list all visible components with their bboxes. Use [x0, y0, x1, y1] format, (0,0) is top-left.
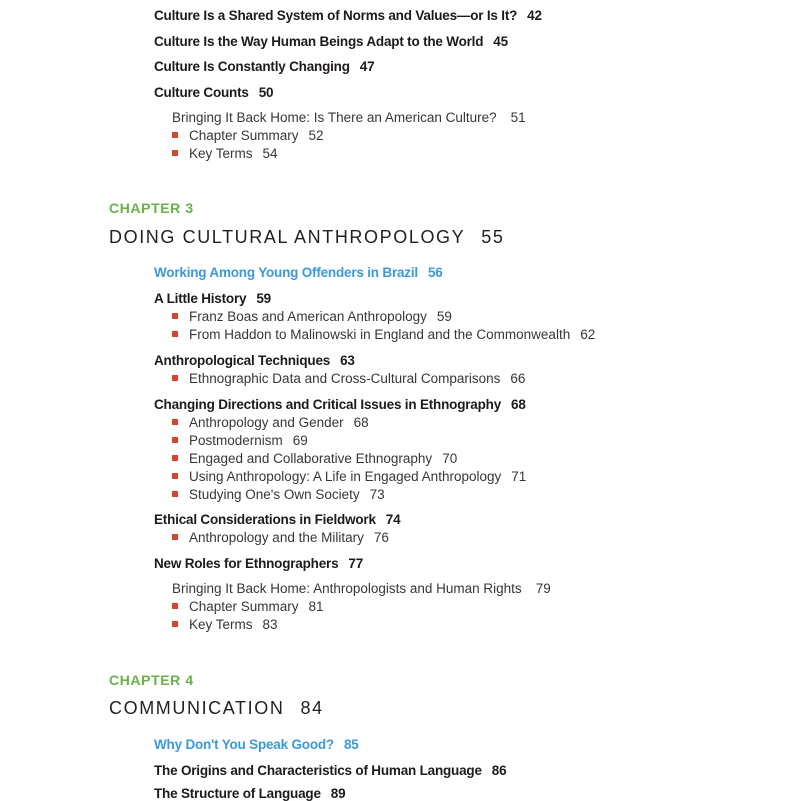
page-number: 47: [359, 59, 375, 74]
bullet-square-icon: [172, 419, 178, 425]
chapter-title[interactable]: [109, 227, 504, 248]
chapter-label: CHAPTER 4: [109, 672, 194, 688]
page-number: 42: [527, 8, 542, 23]
entry-title: Engaged and Collaborative Ethnography: [189, 451, 433, 466]
entry-title: Using Anthropology: A Life in Engaged Anthropology: [189, 469, 502, 484]
entry-title: From Haddon to Malinowski in England and the Commonwealth: [189, 327, 571, 342]
page-number: 76: [373, 530, 389, 545]
page-number: 81: [308, 599, 324, 614]
bullet-square-icon: [172, 534, 178, 540]
toc-section[interactable]: [154, 34, 508, 49]
toc-section[interactable]: [154, 8, 542, 23]
bullet-square-icon: [172, 375, 178, 381]
page-number: 68: [511, 397, 526, 412]
bullet-square-icon: [172, 603, 178, 609]
page-number: 66: [510, 371, 526, 386]
toc-section[interactable]: [154, 512, 400, 527]
bullet-square-icon: [172, 621, 178, 627]
page-number: 54: [262, 146, 278, 161]
chapter-opener[interactable]: [154, 265, 443, 280]
toc-section[interactable]: [154, 763, 506, 778]
toc-subsection[interactable]: [172, 451, 457, 466]
section-title: Culture Is a Shared System of Norms and Values—or Is It?: [154, 8, 518, 23]
page-number: 52: [308, 128, 324, 143]
key-terms-entry[interactable]: [172, 146, 278, 161]
entry-title: Studying One's Own Society: [189, 487, 360, 502]
chapter-title[interactable]: [109, 698, 324, 719]
page-number: 71: [511, 469, 527, 484]
bullet-square-icon: [172, 473, 178, 479]
toc-subsection[interactable]: [172, 309, 452, 324]
toc-subsection[interactable]: [172, 530, 389, 545]
bullet-square-icon: [172, 437, 178, 443]
toc-section[interactable]: [154, 291, 271, 306]
summary-entry[interactable]: [172, 128, 324, 143]
back-home-entry[interactable]: [172, 110, 526, 125]
entry-title: Franz Boas and American Anthropology: [189, 309, 427, 324]
toc-section[interactable]: [154, 85, 273, 100]
page-number: 55: [481, 227, 505, 247]
section-title: Culture Is the Way Human Beings Adapt to the World: [154, 34, 484, 49]
entry-title: Chapter Summary: [189, 128, 299, 143]
toc-section[interactable]: [154, 556, 363, 571]
page-number: 63: [340, 353, 355, 368]
section-title: Anthropological Techniques: [154, 353, 331, 368]
bullet-square-icon: [172, 132, 178, 138]
entry-title: Chapter Summary: [189, 599, 299, 614]
toc-section[interactable]: [154, 397, 526, 412]
page-number: 74: [385, 512, 401, 527]
toc-subsection[interactable]: [172, 371, 525, 386]
bullet-square-icon: [172, 150, 178, 156]
section-title: The Structure of Language: [154, 786, 321, 801]
back-home-entry[interactable]: [172, 581, 551, 596]
toc-section[interactable]: [154, 353, 355, 368]
page-number: 73: [369, 487, 385, 502]
bullet-square-icon: [172, 455, 178, 461]
page-number: 50: [258, 85, 274, 100]
toc-section[interactable]: [154, 59, 374, 74]
entry-title: Key Terms: [189, 146, 253, 161]
section-title: Culture Is Constantly Changing: [154, 59, 350, 74]
page-number: 68: [353, 415, 369, 430]
entry-title: Postmodernism: [189, 433, 283, 448]
toc-subsection[interactable]: [172, 327, 595, 342]
entry-title: Ethnographic Data and Cross-Cultural Comparisons: [189, 371, 501, 386]
page-number: 59: [256, 291, 271, 306]
chapter-title-text: DOING CULTURAL ANTHROPOLOGY: [109, 227, 466, 247]
page-number: 89: [330, 786, 346, 801]
bullet-square-icon: [172, 491, 178, 497]
toc-subsection[interactable]: [172, 433, 308, 448]
bullet-square-icon: [172, 313, 178, 319]
toc-subsection[interactable]: [172, 415, 369, 430]
opener-title: Working Among Young Offenders in Brazil: [154, 265, 418, 280]
chapter-title-text: COMMUNICATION: [109, 698, 285, 718]
page-number: 86: [491, 763, 507, 778]
page-number: 51: [510, 110, 526, 125]
toc-subsection[interactable]: [172, 469, 526, 484]
entry-title: Bringing It Back Home: Anthropologists and Human Rights: [172, 581, 522, 596]
section-title: Culture Counts: [154, 85, 249, 100]
summary-entry[interactable]: [172, 599, 324, 614]
entry-title: Anthropology and the Military: [189, 530, 364, 545]
page-number: 45: [493, 34, 508, 49]
entry-title: Bringing It Back Home: Is There an American Culture?: [172, 110, 497, 125]
page-number: 62: [580, 327, 596, 342]
chapter-opener[interactable]: [154, 737, 359, 752]
page-number: 84: [300, 698, 324, 718]
section-title: Changing Directions and Critical Issues in Ethnography: [154, 397, 502, 412]
section-title: Ethical Considerations in Fieldwork: [154, 512, 376, 527]
toc-section[interactable]: [154, 786, 345, 801]
entry-title: Key Terms: [189, 617, 253, 632]
entry-title: Anthropology and Gender: [189, 415, 344, 430]
page-number: 69: [292, 433, 308, 448]
bullet-square-icon: [172, 331, 178, 337]
page-number: 56: [427, 265, 443, 280]
section-title: The Origins and Characteristics of Human Language: [154, 763, 482, 778]
chapter-label: CHAPTER 3: [109, 200, 194, 216]
page-number: 77: [348, 556, 364, 571]
page-number: 85: [343, 737, 359, 752]
page-number: 83: [262, 617, 278, 632]
page-number: 79: [535, 581, 551, 596]
page-number: 59: [436, 309, 452, 324]
section-title: A Little History: [154, 291, 247, 306]
opener-title: Why Don't You Speak Good?: [154, 737, 334, 752]
toc-subsection[interactable]: [172, 487, 385, 502]
page-number: 70: [442, 451, 458, 466]
section-title: New Roles for Ethnographers: [154, 556, 339, 571]
key-terms-entry[interactable]: [172, 617, 278, 632]
